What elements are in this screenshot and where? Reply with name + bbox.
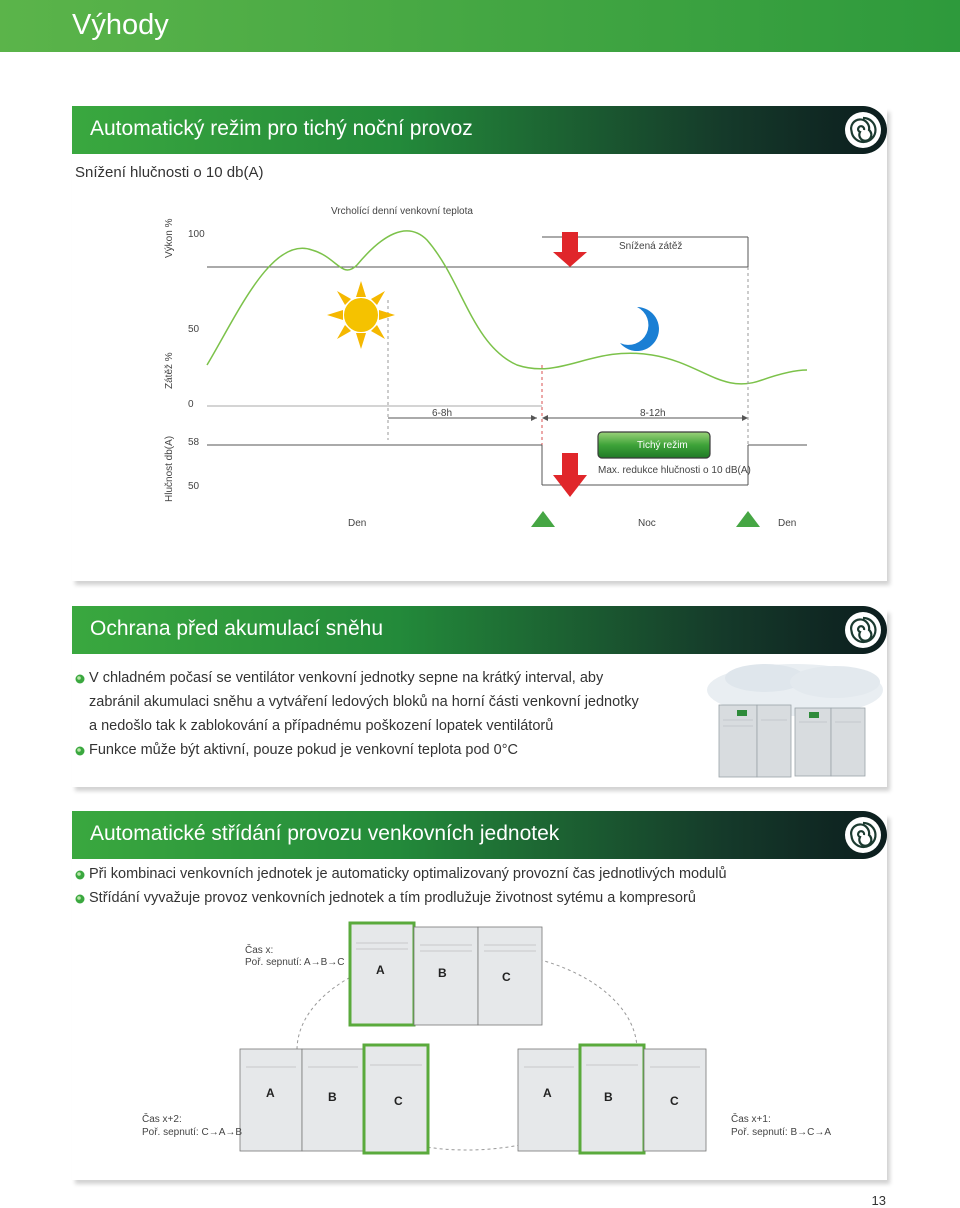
quiet-mode-label: Tichý režim (637, 440, 688, 451)
swirl-icon (843, 110, 883, 150)
label-span-day: 6-8h (432, 408, 453, 419)
unit-label-top-c: C (502, 970, 511, 984)
label-max-reduction: Max. redukce hlučnosti o 10 dB(A) (598, 465, 751, 476)
unit-label-top-a: A (376, 963, 385, 977)
red-down-arrow-noise (553, 453, 587, 497)
sun-icon (327, 281, 395, 349)
caption-top-order: Poř. sepnutí: A→B→C (245, 957, 345, 968)
snow-text-line-3: a nedošlo tak k zablokování a případnému poškození lopatek ventilátorů (89, 718, 554, 734)
axis-label-vykon: Výkon % (164, 218, 175, 258)
green-triangle-2 (736, 511, 760, 527)
swirl-icon (843, 815, 883, 855)
tick-58: 58 (188, 437, 200, 448)
axis-label-zatez: Zátěž % (164, 352, 175, 389)
x-label-noc: Noc (638, 518, 656, 529)
section-title: Automatický režim pro tichý noční provoz (90, 117, 473, 140)
tick-100: 100 (188, 229, 205, 240)
bullet-icon (75, 894, 85, 904)
unit-label-left-b: B (328, 1090, 337, 1104)
section-subtitle: Snížení hlučnosti o 10 db(A) (75, 164, 264, 181)
bullet-icon (75, 870, 85, 880)
section-header-snow (72, 606, 887, 654)
snowy-outdoor-units-image (705, 660, 885, 782)
page-number: 13 (871, 1193, 886, 1208)
unit-label-left-c: C (394, 1094, 403, 1108)
tick-50: 50 (188, 324, 200, 335)
section-header-quiet-mode (72, 106, 887, 154)
section-header-rotation (72, 811, 887, 859)
rotation-text-line-2: Střídání vyvažuje provoz venkovních jednotek a tím prodlužuje životnost sytému a kompresorů (89, 890, 696, 906)
caption-right-time: Čas x+1: (731, 1114, 771, 1125)
x-label-den-2: Den (778, 518, 797, 529)
label-span-night: 8-12h (640, 408, 666, 419)
moon-icon (620, 307, 659, 351)
page-header-bar (0, 0, 960, 52)
label-reduced-load: Snížená zátěž (619, 241, 683, 252)
section-title: Ochrana před akumulací sněhu (90, 617, 384, 640)
label-peak-temp: Vrcholící denní venkovní teplota (331, 206, 473, 217)
caption-right-order: Poř. sepnutí: B→C→A (731, 1127, 832, 1138)
unit-label-left-a: A (266, 1086, 275, 1100)
section-title: Automatické střídání provozu venkovních jednotek (90, 822, 560, 845)
unit-label-right-a: A (543, 1086, 552, 1100)
bullet-icon (75, 674, 85, 684)
tick-50-noise: 50 (188, 481, 200, 492)
rotation-text-line-1: Při kombinaci venkovních jednotek je automaticky optimalizovaný provozní čas jednotlivých modulů (89, 866, 727, 882)
load-curve (207, 231, 807, 384)
green-triangle-1 (531, 511, 555, 527)
axis-label-hlucnost: Hlučnost db(A) (164, 435, 175, 502)
snow-text-line-4: Funkce může být aktivní, pouze pokud je venkovní teplota pod 0°C (89, 742, 518, 758)
snow-text-line-1: V chladném počasí se ventilátor venkovní jednotky sepne na krátký interval, aby (89, 670, 604, 686)
caption-left-time: Čas x+2: (142, 1114, 182, 1125)
snow-text-line-2: zabránil akumulaci sněhu a vytváření ledových bloků na horní části venkovní jednotky (89, 694, 639, 710)
x-label-den-1: Den (348, 518, 367, 529)
caption-top-time: Čas x: (245, 945, 274, 956)
swirl-icon (843, 610, 883, 650)
caption-left-order: Poř. sepnutí: C→A→B (142, 1127, 243, 1138)
unit-label-top-b: B (438, 966, 447, 980)
bullet-icon (75, 746, 85, 756)
unit-label-right-c: C (670, 1094, 679, 1108)
tick-0: 0 (188, 399, 194, 410)
page-title: Výhody (72, 9, 169, 41)
unit-label-right-b: B (604, 1090, 613, 1104)
